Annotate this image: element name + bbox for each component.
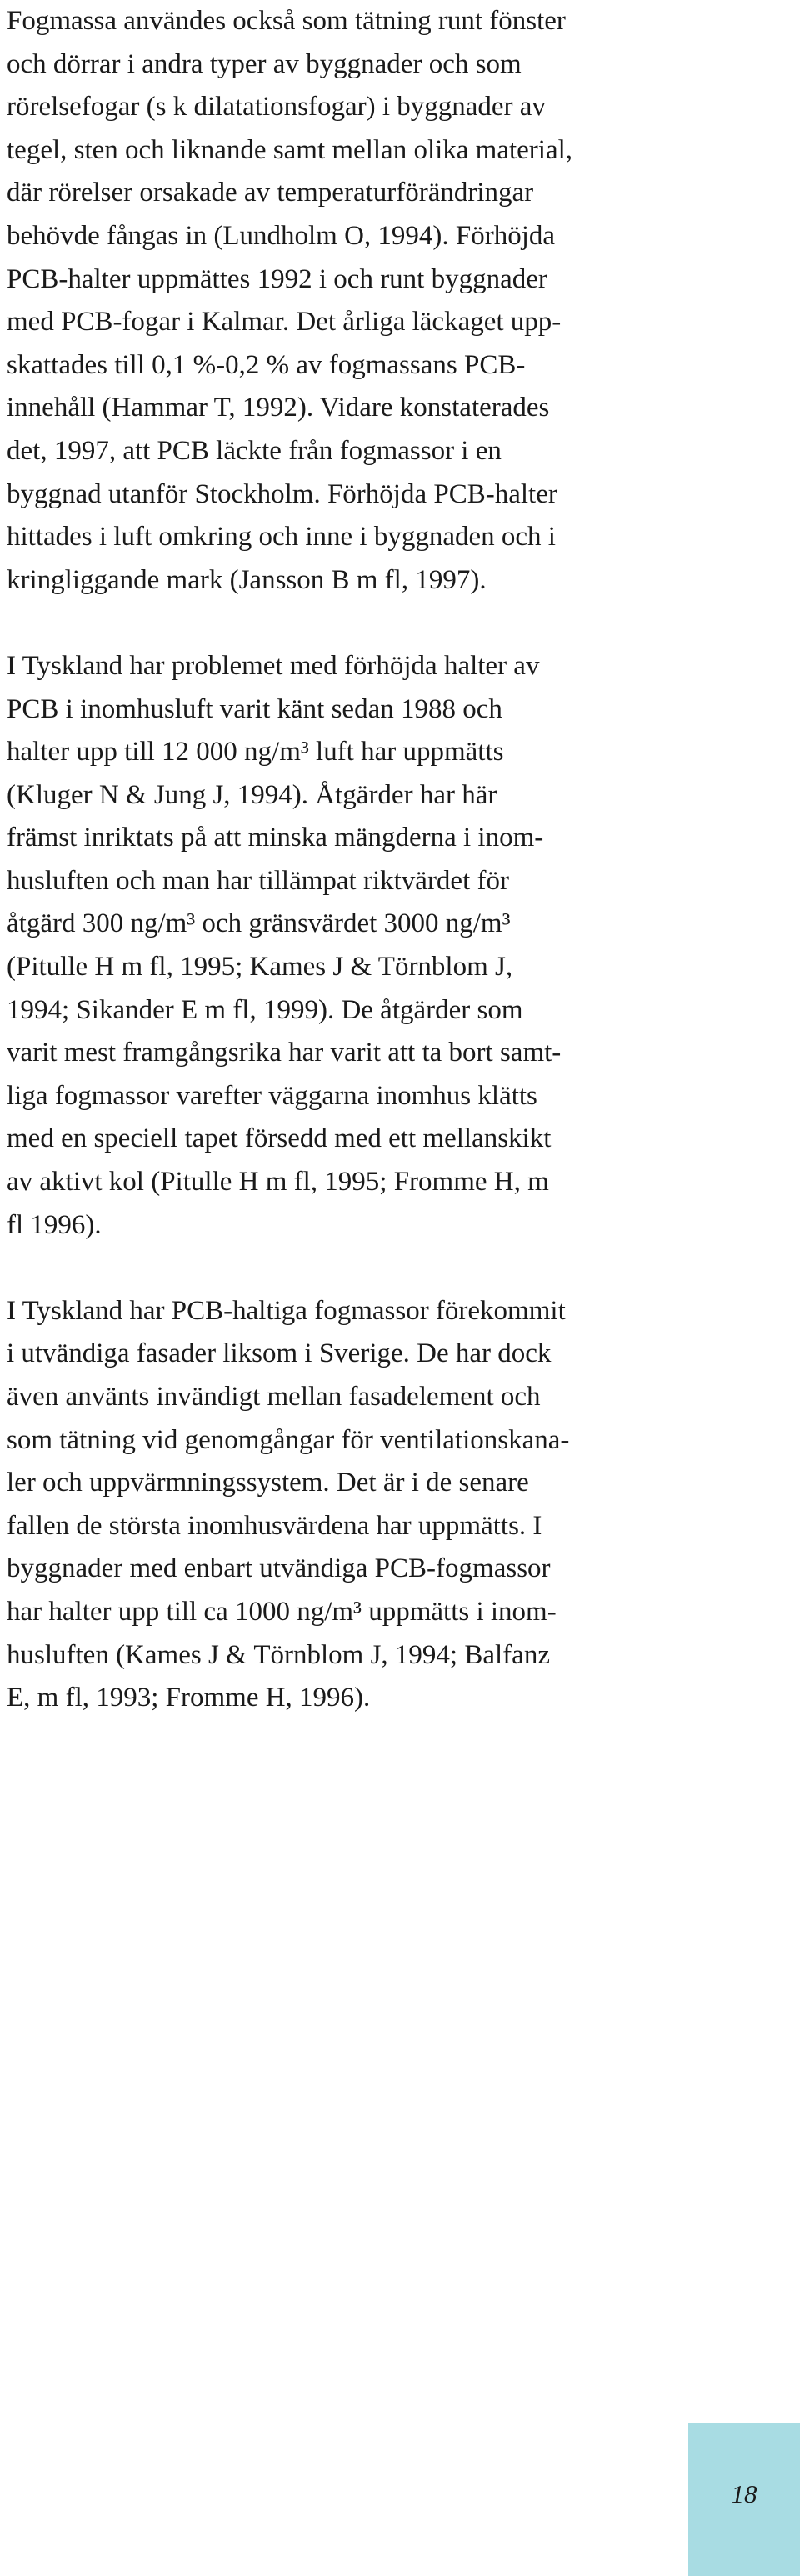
text-line: hittades i luft omkring och inne i byggnaden och i — [7, 522, 556, 553]
page-number-tab — [688, 2423, 800, 2576]
text-line: fallen de största inomhusvärdena har uppmätts. I — [7, 1510, 542, 1541]
text-line: E, m fl, 1993; Fromme H, 1996). — [7, 1683, 371, 1713]
text-line: som tätning vid genomgångar för ventilationskana- — [7, 1424, 570, 1455]
page-number: 18 — [731, 2479, 758, 2508]
text-line: (Kluger N & Jung J, 1994). Åtgärder har här — [7, 779, 498, 810]
text-line: Fogmassa användes också som tätning runt fönster — [7, 6, 566, 36]
paragraph-2 — [7, 645, 707, 1247]
text-line: tegel, sten och liknande samt mellan olika material, — [7, 134, 573, 165]
paragraph-3 — [7, 1290, 707, 1720]
body-text — [7, 0, 707, 1720]
text-line: husluften och man har tillämpat riktvärdet för — [7, 865, 509, 896]
text-line: främst inriktats på att minska mängderna i inom- — [7, 823, 544, 853]
text-line: kringliggande mark (Jansson B m fl, 1997). — [7, 564, 487, 595]
text-line: med PCB-fogar i Kalmar. Det årliga läckaget upp- — [7, 307, 562, 338]
text-line: även använts invändigt mellan fasadelement och — [7, 1382, 541, 1412]
text-line: byggnader med enbart utvändiga PCB-fogmassor — [7, 1553, 551, 1584]
text-line: i utvändiga fasader liksom i Sverige. De har dock — [7, 1338, 552, 1369]
text-line: behövde fångas in (Lundholm O, 1994). Förhöjda — [7, 220, 556, 251]
text-line: halter upp till 12 000 ng/m³ luft har uppmätts — [7, 737, 504, 768]
text-line: liga fogmassor varefter väggarna inomhus klätts — [7, 1080, 538, 1111]
text-line: 1994; Sikander E m fl, 1999). De åtgärder som — [7, 994, 523, 1025]
text-line: med en speciell tapet försedd med ett mellanskikt — [7, 1123, 552, 1154]
text-line: PCB i inomhusluft varit känt sedan 1988 och — [7, 693, 502, 724]
text-line: rörelsefogar (s k dilatationsfogar) i byggnader av — [7, 92, 546, 123]
paragraph-gap — [7, 1247, 707, 1290]
text-line: I Tyskland har problemet med förhöjda halter av — [7, 650, 540, 681]
text-line: varit mest framgångsrika har varit att ta bort samt- — [7, 1038, 562, 1068]
text-line: innehåll (Hammar T, 1992). Vidare konstaterades — [7, 393, 550, 423]
text-line: (Pitulle H m fl, 1995; Kames J & Törnblom J, — [7, 952, 513, 983]
text-line: skattades till 0,1 %-0,2 % av fogmassans PCB- — [7, 349, 526, 380]
text-line: PCB-halter uppmättes 1992 i och runt byggnader — [7, 263, 548, 294]
text-line: och dörrar i andra typer av byggnader och som — [7, 48, 522, 79]
text-line: fl 1996). — [7, 1209, 102, 1240]
paragraph-gap — [7, 602, 707, 645]
text-line: ler och uppvärmningssystem. Det är i de senare — [7, 1468, 529, 1498]
text-line: åtgärd 300 ng/m³ och gränsvärdet 3000 ng/m³ — [7, 908, 511, 939]
text-line: det, 1997, att PCB läckte från fogmassor i en — [7, 435, 502, 466]
text-line: av aktivt kol (Pitulle H m fl, 1995; Fromme H, m — [7, 1167, 549, 1198]
text-line: har halter upp till ca 1000 ng/m³ uppmätts i inom- — [7, 1596, 557, 1627]
text-line: byggnad utanför Stockholm. Förhöjda PCB-halter — [7, 478, 558, 509]
text-line: där rörelser orsakade av temperaturförändringar — [7, 178, 534, 208]
text-line: husluften (Kames J & Törnblom J, 1994; Balfanz — [7, 1639, 550, 1670]
text-line: I Tyskland har PCB-haltiga fogmassor förekommit — [7, 1295, 566, 1326]
paragraph-1 — [7, 0, 707, 602]
